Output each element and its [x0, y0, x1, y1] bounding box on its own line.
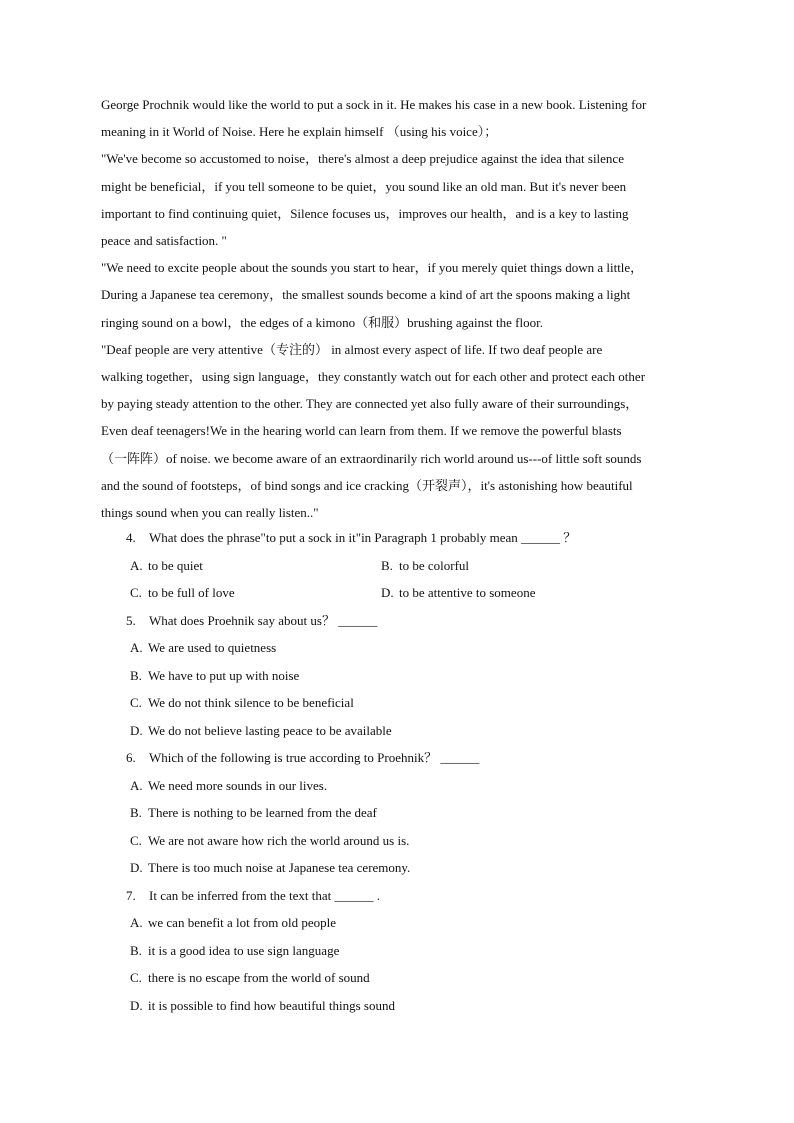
passage-line: During a Japanese tea ceremony，the smallest sounds become a kind of art the spoons making a light [101, 287, 631, 303]
passage-line: things sound when you can really listen.." [101, 505, 319, 521]
passage-line: important to find continuing quiet，Silence focuses us，improves our health，and is a key to lasting [101, 205, 629, 221]
question-stem: It can be inferred from the text that ______ . [149, 887, 381, 903]
option-letter: C. [130, 970, 142, 985]
question-number: 6. [126, 750, 136, 765]
option-letter: A. [130, 557, 143, 573]
option-row [101, 552, 701, 580]
option-d[interactable] [101, 579, 701, 607]
option-letter: B. [381, 557, 393, 573]
option-text: We are used to quietness [148, 640, 277, 655]
question-number: 4. [126, 530, 136, 545]
option-text: We are not aware how rich the world around us is. [148, 832, 410, 848]
reading-passage [101, 91, 701, 526]
option-text: We do not believe lasting peace to be available [148, 722, 392, 738]
option-letter: A. [130, 915, 143, 930]
option-b[interactable] [101, 662, 701, 690]
option-letter: D. [130, 997, 143, 1013]
question-4 [101, 524, 701, 552]
passage-line: "We need to excite people about the sounds you start to hear，if you merely quiet things down a little， [101, 260, 644, 276]
option-letter: D. [130, 860, 143, 875]
passage-line: George Prochnik would like the world to put a sock in it. He makes his case in a new book. Listening for [101, 97, 647, 112]
question-6 [101, 744, 701, 772]
option-text: We have to put up with noise [148, 667, 300, 683]
question-stem: Which of the following is true according to Proehnik？ ______ [149, 750, 480, 765]
option-a[interactable] [101, 634, 701, 662]
option-c[interactable] [101, 964, 701, 992]
option-letter: C. [130, 585, 142, 600]
passage-line: "We've become so accustomed to noise，there's almost a deep prejudice against the idea that silence [101, 151, 624, 167]
option-letter: B. [130, 805, 142, 820]
option-a[interactable] [101, 772, 701, 800]
option-letter: C. [130, 832, 142, 848]
passage-line: ringing sound on a bowl，the edges of a kimono（和服）brushing against the floor. [101, 314, 543, 330]
option-d[interactable] [101, 992, 701, 1020]
question-stem: What does Proehnik say about us？ ______ [149, 612, 378, 628]
question-5 [101, 607, 701, 635]
option-row [101, 579, 701, 607]
passage-line: "Deaf people are very attentive（专注的） in almost every aspect of life. If two deaf people are [101, 341, 603, 357]
option-d[interactable] [101, 854, 701, 882]
passage-line: peace and satisfaction. " [101, 233, 227, 249]
passage-line: might be beneficial，if you tell someone to be quiet，you sound like an old man. But it's never been [101, 178, 627, 194]
question-number: 5. [126, 612, 136, 628]
option-letter: D. [130, 722, 143, 738]
question-7 [101, 882, 701, 910]
question-number: 7. [126, 887, 136, 903]
option-text: it is a good idea to use sign language [148, 942, 340, 958]
option-text: We need more sounds in our lives. [148, 777, 328, 793]
option-letter: B. [130, 942, 142, 958]
option-text: we can benefit a lot from old people [148, 915, 337, 930]
option-text: there is no escape from the world of sound [148, 970, 370, 985]
option-text: There is nothing to be learned from the deaf [148, 805, 377, 820]
option-text: it is possible to find how beautiful things sound [148, 997, 395, 1013]
option-a[interactable] [101, 909, 701, 937]
passage-line: and the sound of footsteps，of bind songs and ice cracking（开裂声），it's astonishing how beautiful [101, 477, 633, 493]
option-text: to be full of love [148, 585, 235, 600]
option-d[interactable] [101, 717, 701, 745]
option-letter: B. [130, 667, 142, 683]
option-text: There is too much noise at Japanese tea ceremony. [148, 860, 411, 875]
question-list [101, 524, 701, 1019]
passage-line: meaning in it World of Noise. Here he explain himself （using his voice）； [101, 124, 498, 140]
passage-line: by paying steady attention to the other. They are connected yet also fully aware of their surroundings， [101, 396, 639, 412]
option-text: to be quiet [148, 557, 203, 573]
option-text: to be colorful [399, 557, 470, 573]
option-c[interactable] [101, 689, 701, 717]
passage-line: Even deaf teenagers!We in the hearing world can learn from them. If we remove the powerful blasts [101, 423, 622, 439]
passage-line: walking together，using sign language，they constantly watch out for each other and protect each other [101, 369, 646, 385]
option-letter: D. [381, 585, 394, 600]
option-letter: A. [130, 640, 143, 655]
option-c[interactable] [101, 827, 701, 855]
option-text: We do not think silence to be beneficial [148, 695, 354, 710]
option-b[interactable] [101, 799, 701, 827]
passage-line: （一阵阵）of noise. we become aware of an extraordinarily rich world around us---of little soft sounds [101, 450, 642, 466]
question-stem: What does the phrase"to put a sock in it"in Paragraph 1 probably mean ______ ？ [149, 530, 577, 545]
option-letter: A. [130, 777, 143, 793]
option-letter: C. [130, 695, 142, 710]
option-b[interactable] [101, 552, 701, 580]
option-b[interactable] [101, 937, 701, 965]
option-text: to be attentive to someone [399, 585, 536, 600]
